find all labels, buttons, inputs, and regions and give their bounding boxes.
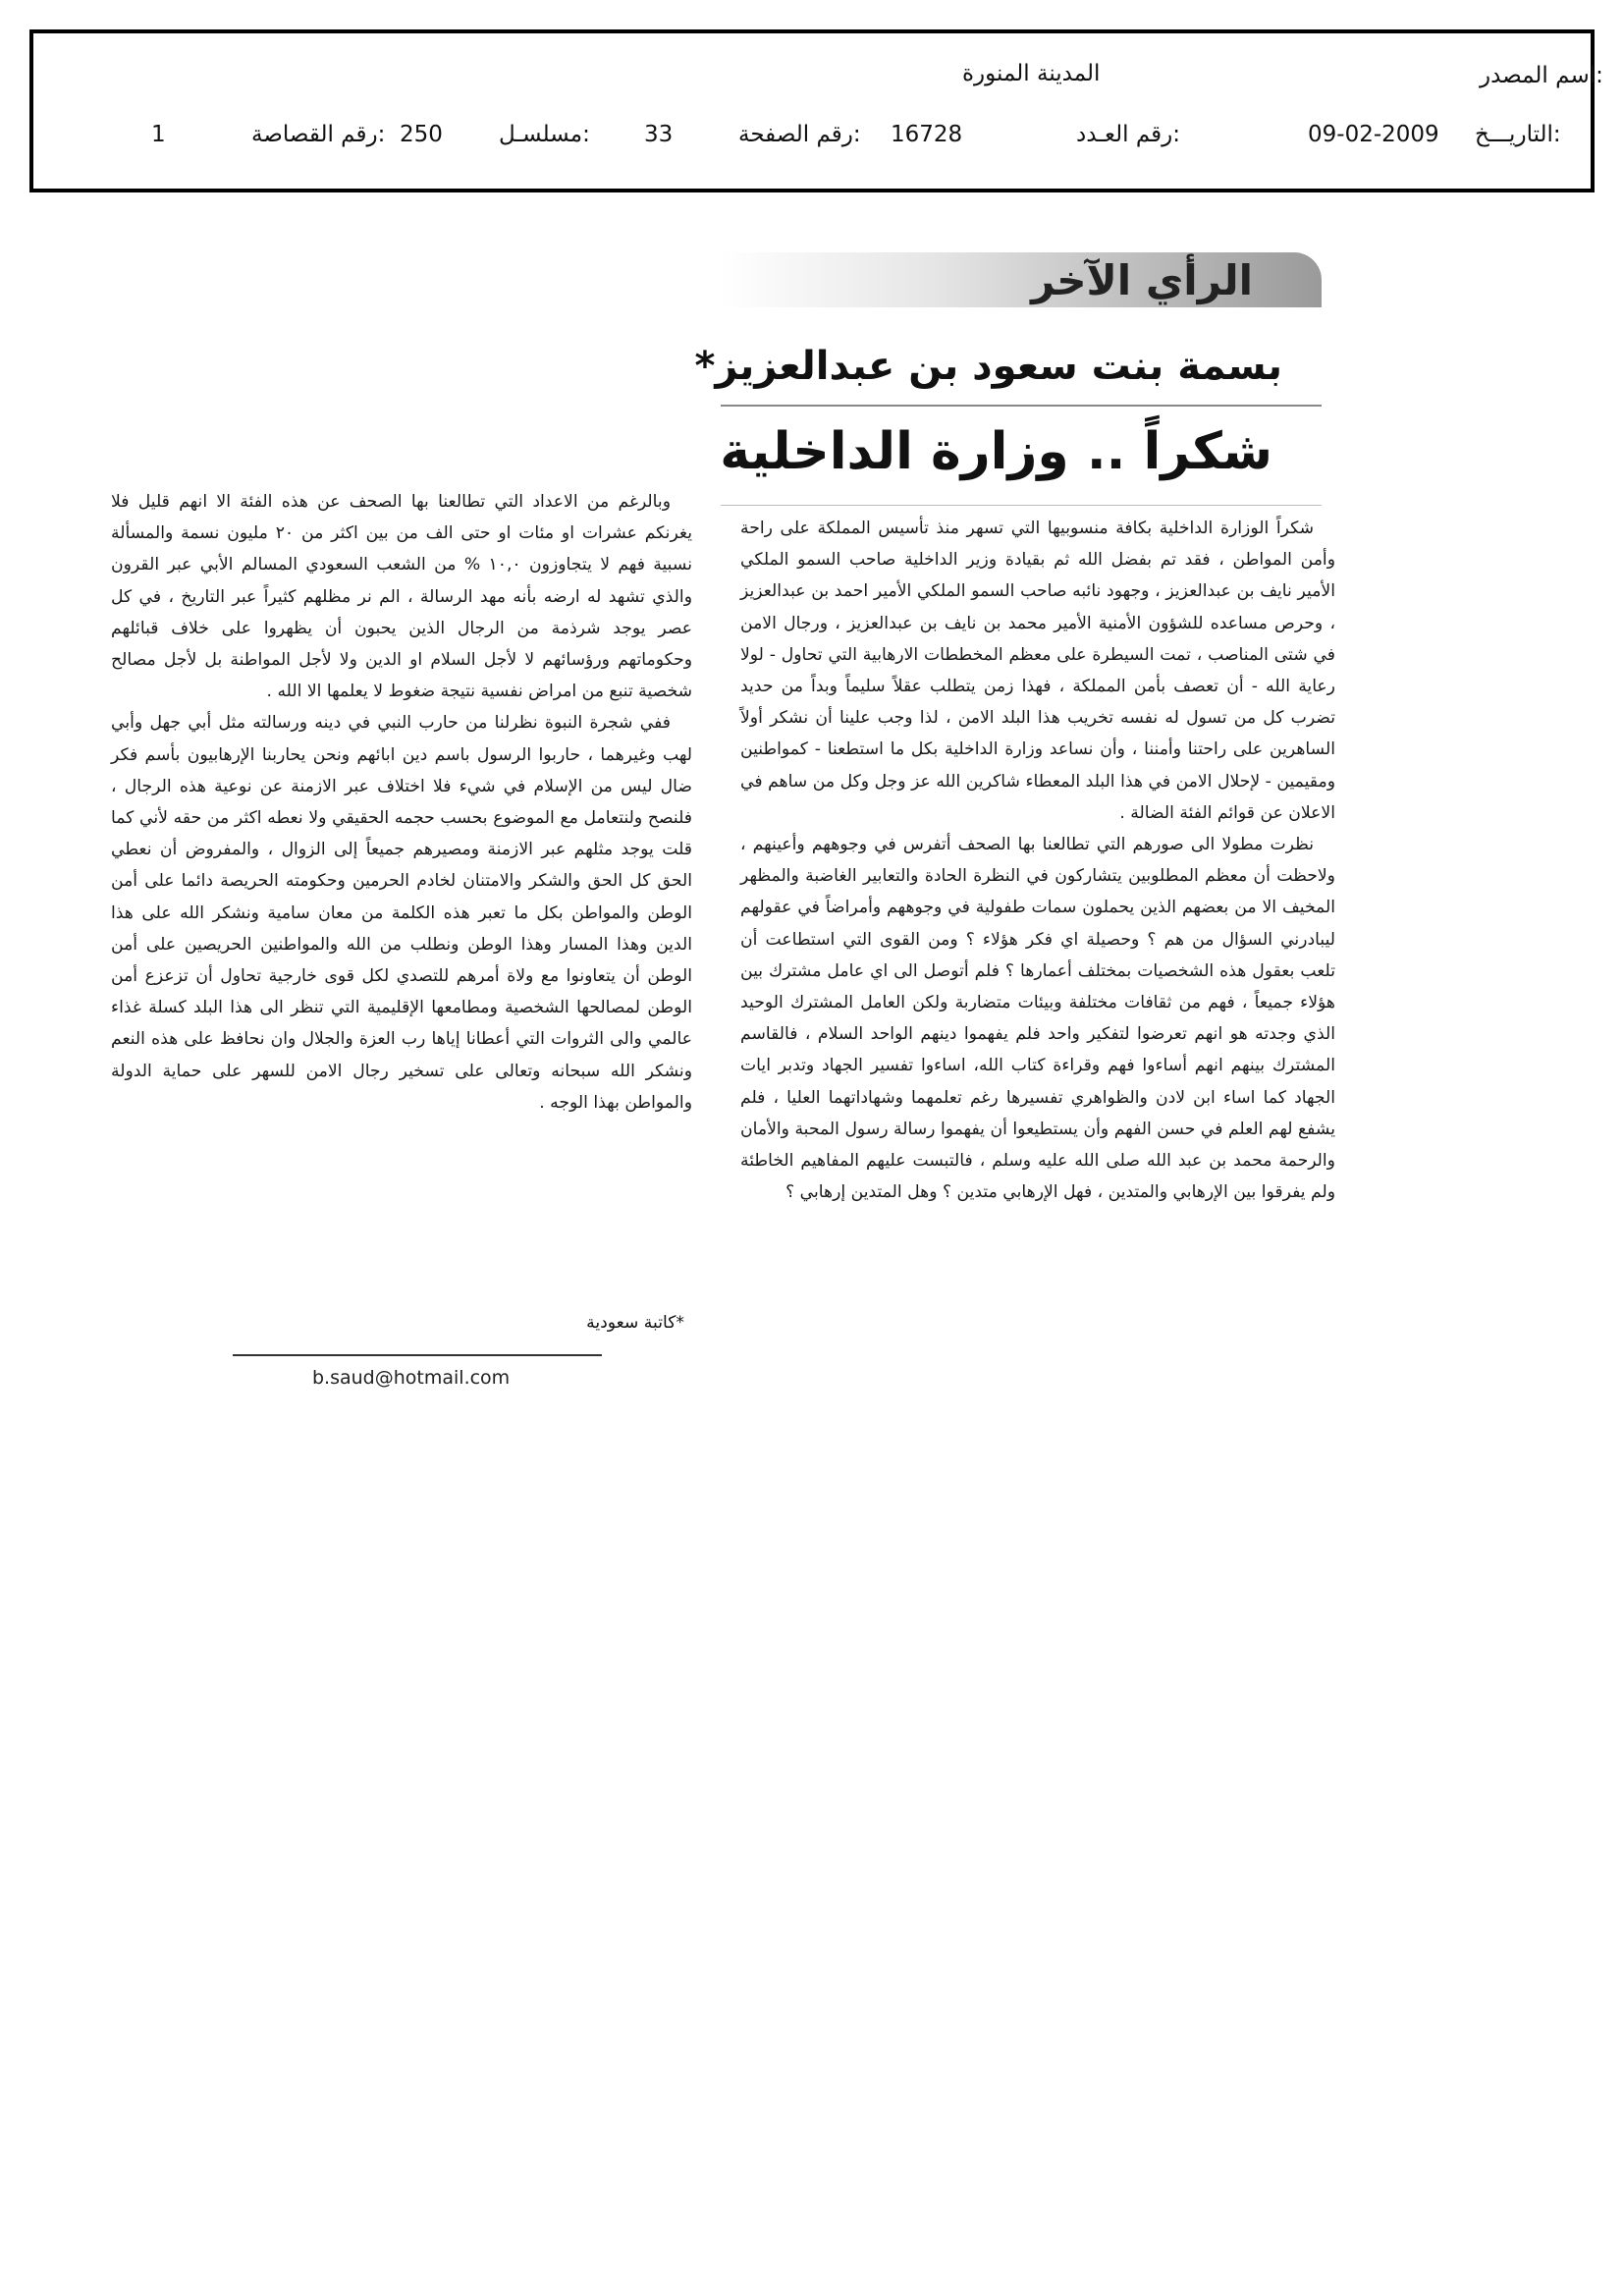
article-left-column (101, 486, 708, 1399)
page-label: رقم الصفحة: (738, 122, 861, 147)
date-label: التاريـــخ: (1475, 122, 1561, 147)
column-banner (721, 252, 1322, 307)
article-body-left (111, 486, 692, 1119)
divider (721, 405, 1322, 407)
clip-value: 1 (151, 122, 166, 147)
column-title: الرأي الآخر (1031, 256, 1253, 304)
paragraph: نظرت مطولا الى صورهم التي تطالعنا بها الصحف أتفرس في وجوههم وأعينهم ، ولاحظت أن معظم المطلوبين يتشاركون في النظرة الحادة والتعابير الغاضبة والمظهر المخيف الا من بعضهم الذين يحملون سمات طفولية في وجوههم وأمراضاً في عقولهم ليبادرني السؤال من هم ؟ وحصيلة اي فكر هؤلاء ؟ ومن القوى التي استطاعت أن تلعب بعقول هذه الشخصيات بمختلف أعمارها ؟ فلم أتوصل الى اي عامل مشترك بين هؤلاء جميعاً ، فهم من ثقافات مختلفة وبيئات متضاربة ولكن العامل المشترك الوحيد الذي وجدته هو انهم تعرضوا لتفكير واحد فلم يفهموا دينهم الواحد السلام ، فالقاسم المشترك بينهم انهم أساءوا فهم وقراءة كتاب الله، اساءوا تفسير الجهاد وتدبر ايات الجهاد كما اساء ابن لادن والظواهري تفسيرها رغم تعلمهما وشهاداتهما العليا ، فلم يشفع لهم العلم في حسن الفهم وأن يستطيعوا أن يفهموا رسالة رسول المحبة والأمان والرحمة محمد بن عبد الله صلى الله عليه وسلم ، فالتبست عليهم المفاهيم الخاطئة ولم يفرقوا بين الإرهابي والمتدين ، فهل الإرهابي متدين ؟ وهل المتدين إرهابي ؟ (740, 835, 1335, 1203)
issue-label: رقم العـدد: (1076, 122, 1181, 147)
paragraph: وبالرغم من الاعداد التي تطالعنا بها الصحف عن هذه الفئة الا انهم قليل فلا يغرنكم عشرات او مئات او حتى الف من بين اكثر من ٢٠ مليون نسمة والمسألة نسبية فهم لا يتجاوزون ١٠,٠ % من الشعب السعودي المسالم الأبي عبر القرون والذي تشهد له ارضه بأنه مهد الرسالة ، الم نر مظلهم كثيراً عبر التاريخ ، في كل عصر يوجد شرذمة من الرجال الذين يحبون أن يظهروا على خلاف قبائلهم وحكوماتهم ورؤسائهم لا لأجل السلام او الدين ولا لأجل المواطنة بل لأجل مصالح شخصية تنبع من امراض نفسية نتيجة ضغوط لا يعلمها الا الله . (111, 492, 693, 702)
clip-label: رقم القصاصة: (251, 122, 386, 147)
serial-value: 250 (400, 122, 443, 147)
source-label: اسم المصدر: (1480, 63, 1603, 88)
article-body-right (740, 513, 1335, 1208)
serial-label: مسلسـل: (499, 122, 590, 147)
source-value: المدينة المنورة (962, 61, 1101, 86)
date-value: 09-02-2009 (1308, 122, 1439, 147)
issue-value: 16728 (891, 122, 963, 147)
author-email: b.saud@hotmail.com (312, 1367, 511, 1389)
article-author: بسمة بنت سعود بن عبدالعزيز* (694, 344, 1282, 389)
paragraph: شكراً الوزارة الداخلية بكافة منسوبيها التي تسهر منذ تأسيس المملكة على راحة وأمن المواطن ، فقد تم بفضل الله ثم بقيادة وزير الداخلية صاحب السمو الملكي الأمير نايف بن عبدالعزيز ، وجهود نائبه صاحب السمو الملكي الأمير احمد بن عبدالعزيز ، وحرص مساعده للشؤون الأمنية الأمير محمد بن نايف بن عبدالعزيز ، ورجال الامن في شتى المناصب ، تمت السيطرة على معظم المخططات الارهابية التي تحاول - لولا رعاية الله - أن تعصف بأمن المملكة ، فهذا زمن يتطلب عقلاً سليماً وبداً من حديد تضرب كل من تسول له نفسه تخريب هذا البلد الامن ، لذا وجب علينا أن نشكر أولاً الساهرين على راحتنا وأمننا ، وأن نساعد وزارة الداخلية بكل ما استطعنا - كمواطنين ومقيمين - لإحلال الامن في هذا البلد المعطاء شاكرين الله عز وجل وكل من ساهم في الاعلان عن قوائم الفئة الضالة . (740, 519, 1335, 823)
divider (721, 505, 1322, 506)
author-signature: *كاتبة سعودية (586, 1313, 684, 1333)
paragraph: ففي شجرة النبوة نظرلنا من حارب النبي في دينه ورسالته مثل أبي جهل وأبي لهب وغيرهما ، حاربوا الرسول باسم دين ابائهم ونحن يحاربنا الإرهابيون بأسم فكر ضال ليس من الإسلام في شيء فلا اختلاف عبر الازمنة عن نوعية هذه الرجال ، فلنصح ولنتعامل مع الموضوع بحسب حجمه الحقيقي ولا نعطه اكثر من حقه لأني كما قلت يوجد مثلهم عبر الازمنة ومصيرهم جميعاً إلى الزوال ، والمفروض أن نعطي الحق كل الحق والشكر والامتنان لخادم الحرمين وحكومته الحريصة دائما على أمن الوطن والمواطن بكل ما تعبر هذه الكلمة من معان سامية ونشكر الله على هذا الدين وهذا المسار وهذا الوطن ونطلب من الله والمواطنين الحريصين على أمن الوطن أن يتعاونوا مع ولاة أمرهم للتصدي لكل قوى خارجية تحاول أن تزعزع أمن الوطن لمصالحها الشخصية ومطامعها الإقليمية التي تنظر الى هذا البلد كسلة غذاء عالمي والى الثروات التي أعطانا إياها رب العزة والجلال وان نحافظ على هذه النعم ونشكر الله سبحانه وتعالى على تسخير رجال الامن للسهر على حماية الدولة والمواطن بهذا الوجه . (111, 713, 692, 1113)
metadata-header (29, 29, 1603, 192)
article-headline: شكراً .. وزارة الداخلية (720, 422, 1272, 481)
article-right-column (694, 228, 1341, 1485)
page-value: 33 (644, 122, 674, 147)
signature-line (233, 1354, 602, 1356)
